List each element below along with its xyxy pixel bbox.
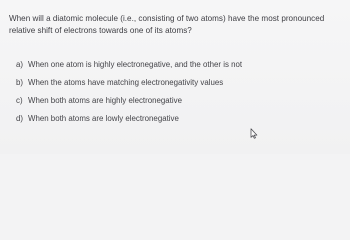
option-b-letter: b) bbox=[16, 77, 24, 87]
option-d-text: When both atoms are lowly electronegative bbox=[28, 113, 179, 123]
mouse-pointer-icon bbox=[250, 128, 258, 139]
option-c-letter: c) bbox=[16, 95, 23, 105]
option-d[interactable] bbox=[16, 110, 336, 126]
option-d-letter: d) bbox=[16, 113, 24, 123]
option-b-text: When the atoms have matching electronegativity values bbox=[28, 77, 224, 87]
option-a-letter: a) bbox=[16, 59, 24, 69]
option-c[interactable] bbox=[16, 92, 336, 108]
question-text: When will a diatomic molecule (i.e., consisting of two atoms) have the most pronounced relative shift of electrons towards one of its atoms? bbox=[9, 14, 325, 35]
answer-options bbox=[16, 56, 336, 128]
option-a[interactable] bbox=[16, 56, 336, 72]
option-c-text: When both atoms are highly electronegative bbox=[28, 95, 182, 105]
option-b[interactable] bbox=[16, 74, 336, 90]
option-a-text: When one atom is highly electronegative, and the other is not bbox=[28, 59, 243, 69]
